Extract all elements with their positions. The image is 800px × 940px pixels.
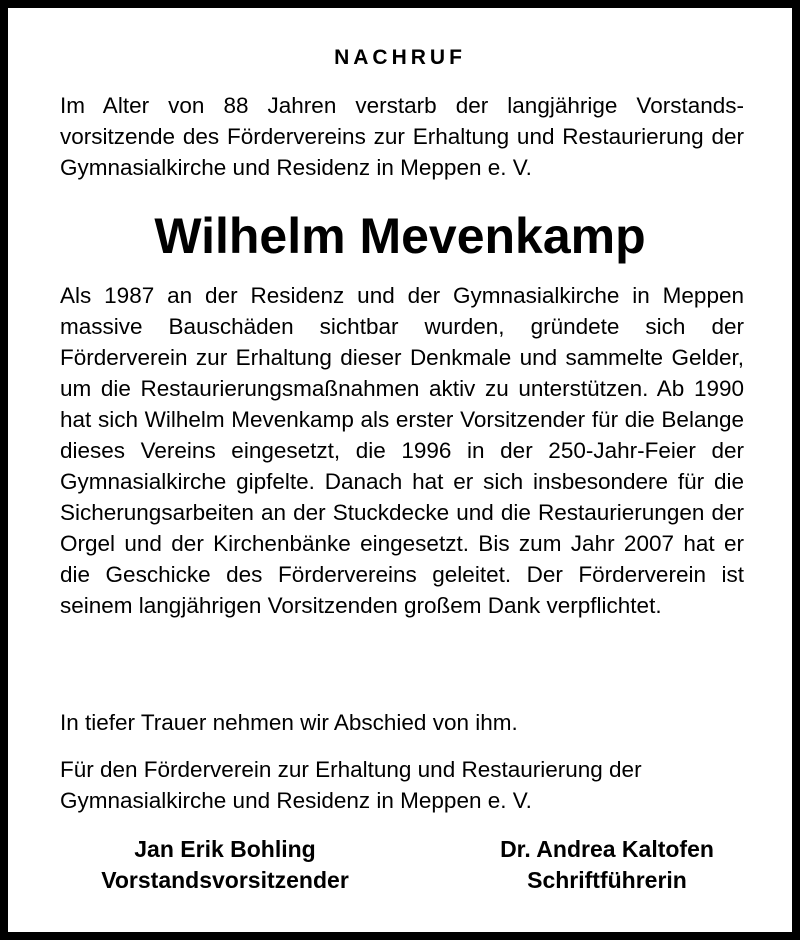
- deceased-name: Wilhelm Mevenkamp: [154, 208, 646, 264]
- mourning-line: In tiefer Trauer nehmen wir Abschied von ihm.: [60, 710, 518, 735]
- signatory-role: Vorstandsvorsitzender: [101, 867, 349, 893]
- on-behalf-line-1: Für den Förderverein zur Erhaltung und Restaurierung der: [60, 757, 642, 782]
- signatory-role: Schriftführerin: [527, 867, 687, 893]
- signatory-name: Dr. Andrea Kaltofen: [500, 836, 714, 862]
- tribute-paragraph: Als 1987 an der Residenz und der Gymnasialkirche in Meppen massive Bauschäden sichtbar wurden, gründete sich der Förderverein zur Erhaltung dieser Denkmale und sammelte Gelder, um die Restaurierungsmaßnahmen aktiv zu unterstützen. Ab 1990 hat sich Wilhelm Mevenkamp als erster Vorsitzender für die Belange dieses Vereins eingesetzt, die 1996 in der 250-Jahr-Feier der Gymnasialkirche gipfelte. Danach hat er sich insbesondere für die Sicherungsarbeiten an der Stuckdecke und die Restaurierungen der Orgel und der Kirchenbänke eingesetzt. Bis zum Jahr 2007 hat er die Geschicke des Fördervereins geleitet. Der Förderverein ist seinem langjährigen Vorsitzenden großem Dank verpflichtet.: [60, 283, 744, 618]
- notice-heading: NACHRUF: [334, 46, 466, 69]
- intro-paragraph: Im Alter von 88 Jahren verstarb der langjährige Vorstandsvorsitzende des Fördervereins zur Erhaltung und Restaurierung der Gymnasialkirche und Residenz in Meppen e. V.: [60, 93, 744, 180]
- signatory-name: Jan Erik Bohling: [134, 836, 316, 862]
- on-behalf-block: [60, 754, 744, 816]
- on-behalf-line-2: Gymnasialkirche und Residenz in Meppen e. V.: [60, 788, 532, 813]
- signature-left: [60, 834, 390, 896]
- signature-right: [462, 834, 752, 896]
